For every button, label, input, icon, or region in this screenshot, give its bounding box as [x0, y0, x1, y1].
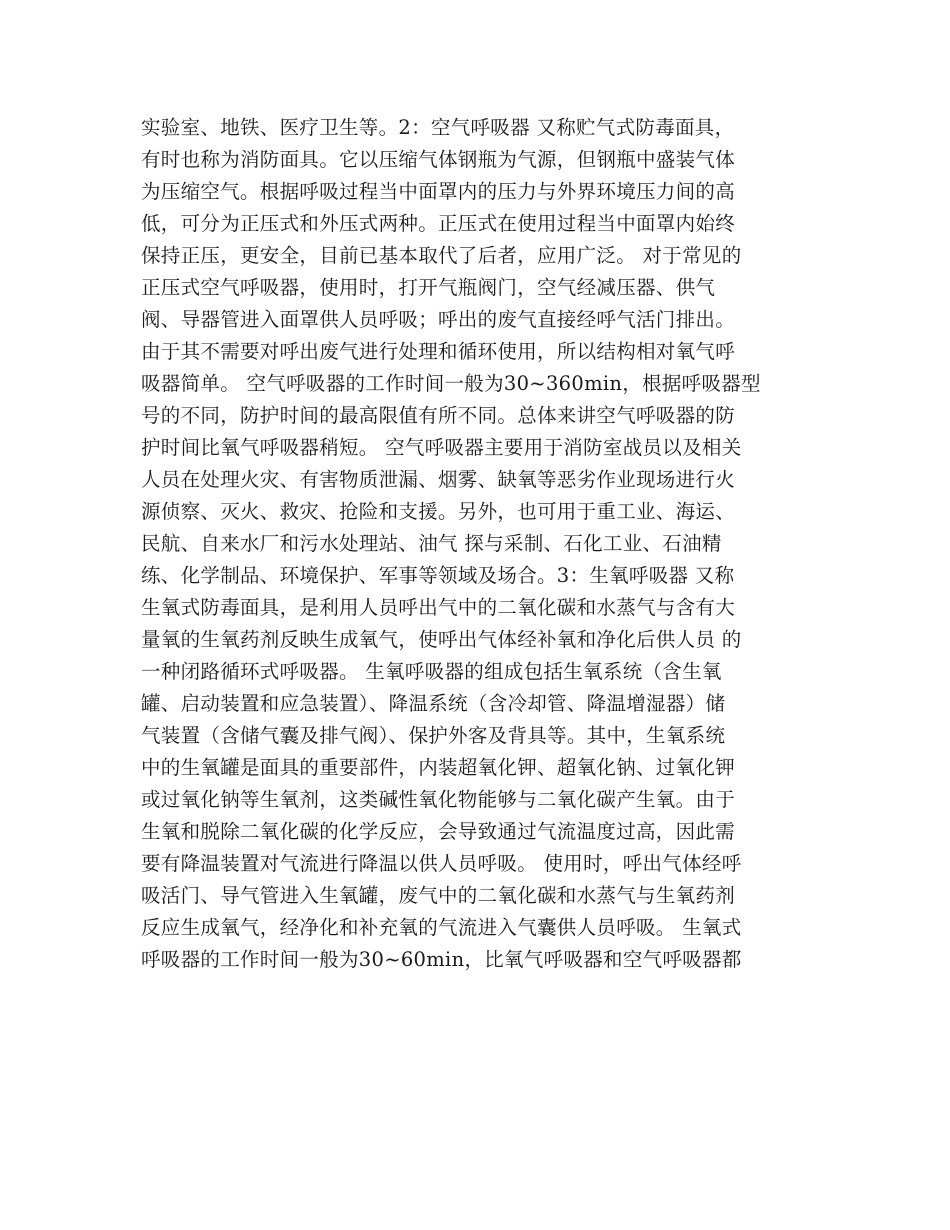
text-line-4: 低，可分为正压式和外压式两种。正压式在使用过程当中面罩内始终 [141, 212, 736, 235]
text-line-12: 人员在处理火灾、有害物质泄漏、烟雾、缺氧等恶劣作业现场进行火 [141, 468, 736, 491]
body-text [141, 112, 821, 976]
text-line-8: 由于其不需要对呼出废气进行处理和循环使用，所以结构相对氧气呼 [141, 340, 736, 363]
text-line-3: 为压缩空气。根据呼吸过程当中面罩内的压力与外界环境压力间的高 [141, 180, 736, 203]
text-line-11: 护时间比氧气呼吸器稍短。 空气呼吸器主要用于消防室战员以及相关 [141, 436, 742, 459]
text-line-20: 气装置（含储气囊及排气阀）、保护外客及背具等。其中，生氧系统 [141, 724, 726, 747]
text-line-9: 吸器简单。 空气呼吸器的工作时间一般为30~360min，根据呼吸器型 [141, 372, 761, 395]
text-line-24: 要有降温装置对气流进行降温以供人员呼吸。 使用时，呼出气体经呼 [141, 852, 742, 875]
text-line-16: 生氧式防毒面具，是利用人员呼出气中的二氧化碳和水蒸气与含有大 [141, 596, 736, 619]
text-line-21: 中的生氧罐是面具的重要部件，内装超氧化钾、超氧化钠、过氧化钾 [141, 756, 736, 779]
text-line-22: 或过氧化钠等生氧剂，这类碱性氧化物能够与二氧化碳产生氧。由于 [141, 788, 736, 811]
text-line-18: 一种闭路循环式呼吸器。 生氧呼吸器的组成包括生氧系统（含生氧 [141, 660, 722, 683]
text-line-13: 源侦察、灭火、救灾、抢险和支援。另外，也可用于重工业、海运、 [141, 500, 736, 523]
text-line-26: 反应生成氧气，经净化和补充氧的气流进入气囊供人员呼吸。 生氧式 [141, 916, 742, 939]
text-line-10: 号的不同，防护时间的最高限值有所不同。总体来讲空气呼吸器的防 [141, 404, 736, 427]
text-line-6: 正压式空气呼吸器，使用时，打开气瓶阀门，空气经减压器、供气 [141, 276, 716, 299]
text-line-17: 量氧的生氧药剂反映生成氧气，使呼出气体经补氧和净化后供人员 的 [141, 628, 742, 651]
text-line-2: 有时也称为消防面具。它以压缩气体钢瓶为气源，但钢瓶中盛装气体 [141, 148, 736, 171]
text-line-27: 呼吸器的工作时间一般为30~60min，比氧气呼吸器和空气呼吸器都 [141, 948, 742, 971]
text-line-1: 实验室、地铁、医疗卫生等。2：空气呼吸器 又称贮气式防毒面具， [141, 116, 735, 139]
text-line-14: 民航、自来水厂和污水处理站、油气 探与采制、石化工业、石油精 [141, 532, 722, 555]
text-line-7: 阀、导器管进入面罩供人员呼吸；呼出的废气直接经呼气活门排出。 [141, 308, 736, 331]
text-line-23: 生氧和脱除二氧化碳的化学反应，会导致通过气流温度过高，因此需 [141, 820, 736, 843]
text-line-15: 练、化学制品、环境保护、军事等领域及场合。3：生氧呼吸器 又称 [141, 564, 735, 587]
text-line-25: 吸活门、导气管进入生氧罐，废气中的二氧化碳和水蒸气与生氧药剂 [141, 884, 736, 907]
text-line-19: 罐、启动装置和应急装置）、降温系统（含冷却管、降温增湿器）储 [141, 692, 726, 715]
text-line-5: 保持正压，更安全，目前已基本取代了后者，应用广泛。 对于常见的 [141, 244, 742, 267]
